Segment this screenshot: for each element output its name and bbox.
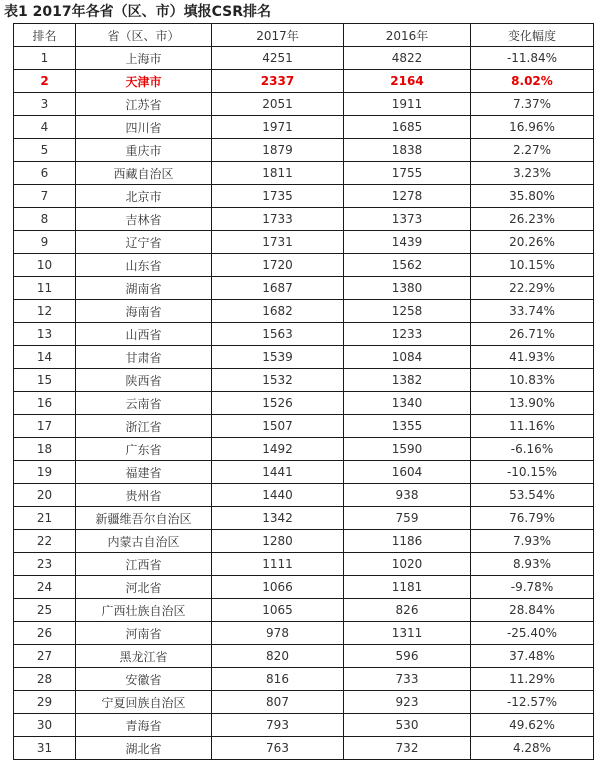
change-cell: 11.16% (471, 415, 594, 438)
value-2017-cell: 820 (212, 645, 344, 668)
value-2017-cell: 1879 (212, 139, 344, 162)
change-cell: 11.29% (471, 668, 594, 691)
change-cell: 35.80% (471, 185, 594, 208)
province-cell: 新疆维吾尔自治区 (76, 507, 212, 530)
value-2016-cell: 1278 (344, 185, 471, 208)
rank-cell: 31 (14, 737, 76, 760)
rank-cell: 26 (14, 622, 76, 645)
value-2017-cell: 1492 (212, 438, 344, 461)
province-cell: 江西省 (76, 553, 212, 576)
value-2017-cell: 978 (212, 622, 344, 645)
header-row (14, 24, 594, 47)
change-cell: 2.27% (471, 139, 594, 162)
change-cell: 28.84% (471, 599, 594, 622)
rank-cell: 23 (14, 553, 76, 576)
table-row (14, 691, 594, 714)
change-cell: 7.37% (471, 93, 594, 116)
province-cell: 安徽省 (76, 668, 212, 691)
rank-cell: 21 (14, 507, 76, 530)
value-2017-cell: 1111 (212, 553, 344, 576)
province-cell: 甘肃省 (76, 346, 212, 369)
change-cell: 22.29% (471, 277, 594, 300)
value-2017-cell: 1065 (212, 599, 344, 622)
value-2016-cell: 530 (344, 714, 471, 737)
rank-cell: 10 (14, 254, 76, 277)
rank-cell: 13 (14, 323, 76, 346)
value-2017-cell: 1280 (212, 530, 344, 553)
table-row (14, 507, 594, 530)
value-2016-cell: 1382 (344, 369, 471, 392)
table-row (14, 714, 594, 737)
value-2017-cell: 1731 (212, 231, 344, 254)
header-rank: 排名 (14, 24, 76, 47)
province-cell: 湖南省 (76, 277, 212, 300)
rank-cell: 19 (14, 461, 76, 484)
table-row (14, 277, 594, 300)
value-2016-cell: 2164 (344, 70, 471, 93)
province-cell: 浙江省 (76, 415, 212, 438)
rank-cell: 16 (14, 392, 76, 415)
value-2016-cell: 1084 (344, 346, 471, 369)
rank-cell: 30 (14, 714, 76, 737)
value-2017-cell: 1971 (212, 116, 344, 139)
rank-cell: 17 (14, 415, 76, 438)
province-cell: 吉林省 (76, 208, 212, 231)
province-cell: 四川省 (76, 116, 212, 139)
value-2016-cell: 1373 (344, 208, 471, 231)
value-2017-cell: 763 (212, 737, 344, 760)
rank-cell: 8 (14, 208, 76, 231)
value-2016-cell: 1340 (344, 392, 471, 415)
rank-cell: 22 (14, 530, 76, 553)
table-row (14, 484, 594, 507)
rank-cell: 14 (14, 346, 76, 369)
province-cell: 重庆市 (76, 139, 212, 162)
province-cell: 湖北省 (76, 737, 212, 760)
value-2017-cell: 2051 (212, 93, 344, 116)
value-2017-cell: 816 (212, 668, 344, 691)
value-2016-cell: 1258 (344, 300, 471, 323)
value-2017-cell: 793 (212, 714, 344, 737)
rank-cell: 28 (14, 668, 76, 691)
change-cell: 3.23% (471, 162, 594, 185)
value-2017-cell: 1563 (212, 323, 344, 346)
value-2017-cell: 1687 (212, 277, 344, 300)
value-2017-cell: 1342 (212, 507, 344, 530)
value-2017-cell: 1733 (212, 208, 344, 231)
change-cell: 26.71% (471, 323, 594, 346)
change-cell: 76.79% (471, 507, 594, 530)
value-2016-cell: 1604 (344, 461, 471, 484)
table-row (14, 668, 594, 691)
province-cell: 贵州省 (76, 484, 212, 507)
table-row (14, 300, 594, 323)
value-2017-cell: 1720 (212, 254, 344, 277)
value-2016-cell: 1755 (344, 162, 471, 185)
value-2017-cell: 1532 (212, 369, 344, 392)
table-row (14, 392, 594, 415)
table-row (14, 47, 594, 70)
value-2016-cell: 1020 (344, 553, 471, 576)
province-cell: 山西省 (76, 323, 212, 346)
rank-cell: 11 (14, 277, 76, 300)
value-2016-cell: 826 (344, 599, 471, 622)
rank-cell: 4 (14, 116, 76, 139)
header-2017: 2017年 (212, 24, 344, 47)
table-row (14, 415, 594, 438)
change-cell: -9.78% (471, 576, 594, 599)
value-2017-cell: 1682 (212, 300, 344, 323)
ranking-table (13, 23, 594, 760)
table-row (14, 208, 594, 231)
value-2016-cell: 732 (344, 737, 471, 760)
province-cell: 天津市 (76, 70, 212, 93)
province-cell: 辽宁省 (76, 231, 212, 254)
rank-cell: 20 (14, 484, 76, 507)
change-cell: 53.54% (471, 484, 594, 507)
table-row (14, 346, 594, 369)
value-2016-cell: 1685 (344, 116, 471, 139)
table-row (14, 645, 594, 668)
value-2017-cell: 4251 (212, 47, 344, 70)
value-2016-cell: 733 (344, 668, 471, 691)
rank-cell: 2 (14, 70, 76, 93)
value-2016-cell: 1311 (344, 622, 471, 645)
province-cell: 河南省 (76, 622, 212, 645)
value-2016-cell: 1181 (344, 576, 471, 599)
value-2016-cell: 1355 (344, 415, 471, 438)
value-2016-cell: 1838 (344, 139, 471, 162)
value-2017-cell: 1735 (212, 185, 344, 208)
table-title: 表1 2017年各省（区、市）填报CSR排名 (4, 4, 271, 20)
table-row (14, 323, 594, 346)
value-2017-cell: 1440 (212, 484, 344, 507)
header-change: 变化幅度 (471, 24, 594, 47)
value-2016-cell: 759 (344, 507, 471, 530)
rank-cell: 6 (14, 162, 76, 185)
change-cell: 49.62% (471, 714, 594, 737)
province-cell: 山东省 (76, 254, 212, 277)
table-body (14, 47, 594, 760)
change-cell: -10.15% (471, 461, 594, 484)
value-2016-cell: 1590 (344, 438, 471, 461)
rank-cell: 3 (14, 93, 76, 116)
change-cell: 4.28% (471, 737, 594, 760)
table-row (14, 576, 594, 599)
rank-cell: 18 (14, 438, 76, 461)
value-2016-cell: 1186 (344, 530, 471, 553)
value-2016-cell: 4822 (344, 47, 471, 70)
province-cell: 上海市 (76, 47, 212, 70)
table-row (14, 737, 594, 760)
value-2017-cell: 1066 (212, 576, 344, 599)
table-row (14, 116, 594, 139)
change-cell: 33.74% (471, 300, 594, 323)
change-cell: 16.96% (471, 116, 594, 139)
change-cell: 8.93% (471, 553, 594, 576)
rank-cell: 9 (14, 231, 76, 254)
change-cell: 20.26% (471, 231, 594, 254)
change-cell: 7.93% (471, 530, 594, 553)
value-2017-cell: 1441 (212, 461, 344, 484)
change-cell: -11.84% (471, 47, 594, 70)
change-cell: 13.90% (471, 392, 594, 415)
rank-cell: 24 (14, 576, 76, 599)
value-2016-cell: 923 (344, 691, 471, 714)
rank-cell: 29 (14, 691, 76, 714)
table-row (14, 530, 594, 553)
table-row (14, 70, 594, 93)
value-2017-cell: 2337 (212, 70, 344, 93)
change-cell: -25.40% (471, 622, 594, 645)
province-cell: 陕西省 (76, 369, 212, 392)
table-row (14, 231, 594, 254)
table-row (14, 599, 594, 622)
province-cell: 广东省 (76, 438, 212, 461)
rank-cell: 15 (14, 369, 76, 392)
rank-cell: 5 (14, 139, 76, 162)
table-row (14, 185, 594, 208)
change-cell: -12.57% (471, 691, 594, 714)
province-cell: 江苏省 (76, 93, 212, 116)
rank-cell: 12 (14, 300, 76, 323)
rank-cell: 1 (14, 47, 76, 70)
table-row (14, 369, 594, 392)
value-2016-cell: 1380 (344, 277, 471, 300)
rank-cell: 27 (14, 645, 76, 668)
table-row (14, 139, 594, 162)
province-cell: 北京市 (76, 185, 212, 208)
change-cell: 37.48% (471, 645, 594, 668)
province-cell: 广西壮族自治区 (76, 599, 212, 622)
change-cell: 41.93% (471, 346, 594, 369)
value-2016-cell: 1562 (344, 254, 471, 277)
province-cell: 福建省 (76, 461, 212, 484)
value-2017-cell: 1507 (212, 415, 344, 438)
table-row (14, 622, 594, 645)
province-cell: 黑龙江省 (76, 645, 212, 668)
table-row (14, 438, 594, 461)
province-cell: 云南省 (76, 392, 212, 415)
value-2016-cell: 596 (344, 645, 471, 668)
table-row (14, 553, 594, 576)
value-2017-cell: 1811 (212, 162, 344, 185)
rank-cell: 25 (14, 599, 76, 622)
value-2016-cell: 1911 (344, 93, 471, 116)
value-2017-cell: 1539 (212, 346, 344, 369)
table-row (14, 461, 594, 484)
table-row (14, 93, 594, 116)
value-2016-cell: 1233 (344, 323, 471, 346)
table-row (14, 162, 594, 185)
province-cell: 宁夏回族自治区 (76, 691, 212, 714)
change-cell: -6.16% (471, 438, 594, 461)
header-province: 省（区、市） (76, 24, 212, 47)
value-2016-cell: 1439 (344, 231, 471, 254)
value-2016-cell: 938 (344, 484, 471, 507)
province-cell: 海南省 (76, 300, 212, 323)
value-2017-cell: 1526 (212, 392, 344, 415)
header-2016: 2016年 (344, 24, 471, 47)
province-cell: 内蒙古自治区 (76, 530, 212, 553)
value-2017-cell: 807 (212, 691, 344, 714)
rank-cell: 7 (14, 185, 76, 208)
change-cell: 8.02% (471, 70, 594, 93)
table-row (14, 254, 594, 277)
province-cell: 西藏自治区 (76, 162, 212, 185)
change-cell: 26.23% (471, 208, 594, 231)
province-cell: 河北省 (76, 576, 212, 599)
change-cell: 10.15% (471, 254, 594, 277)
change-cell: 10.83% (471, 369, 594, 392)
province-cell: 青海省 (76, 714, 212, 737)
